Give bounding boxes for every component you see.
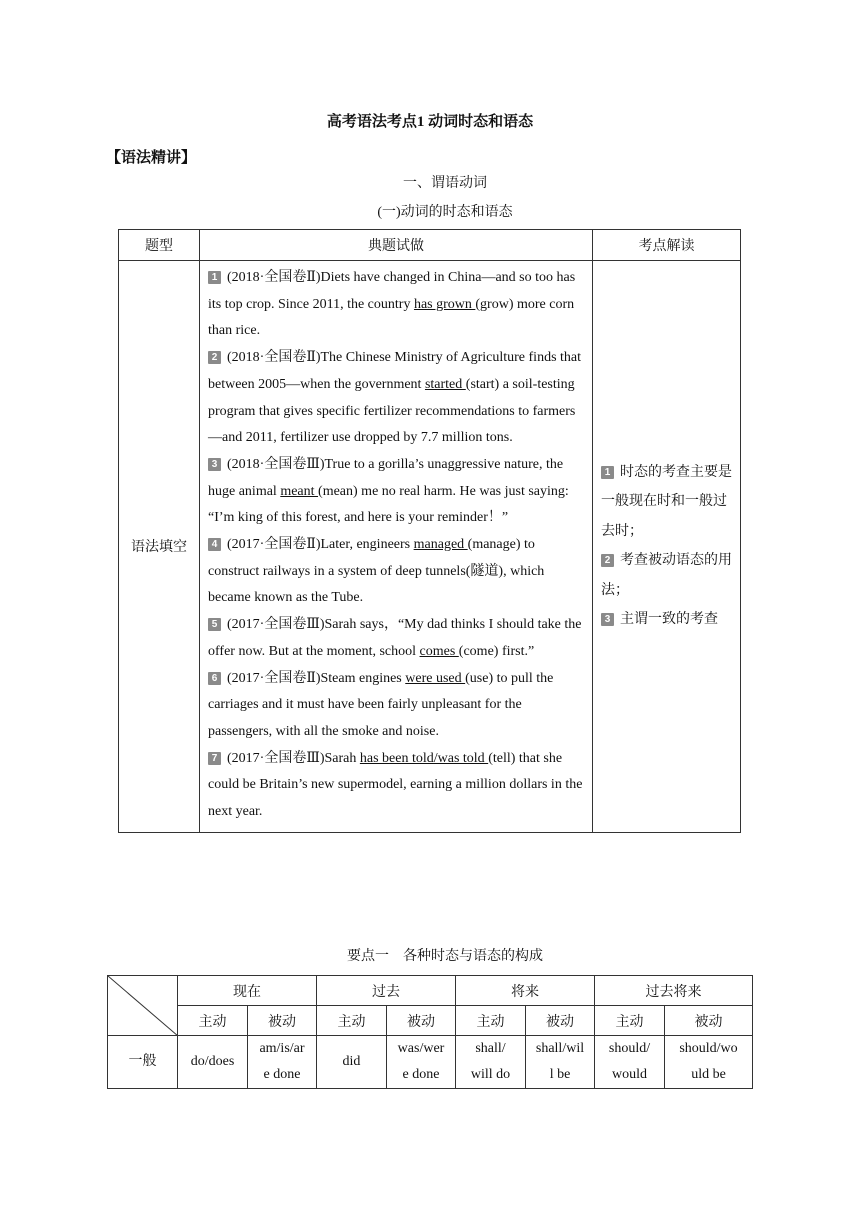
tense-cell: [248, 1036, 317, 1089]
note-number-badge: 3: [601, 613, 614, 626]
item-text: (grow) more corn than rice.: [208, 296, 575, 339]
tense-cell-text: am/is/ar: [259, 1041, 305, 1056]
section-marker: 【语法精讲】: [106, 150, 197, 166]
header-examples: 典题试做: [200, 230, 593, 261]
example-item: [208, 532, 586, 612]
voice-active: 主动: [456, 1006, 526, 1036]
voice-active: 主动: [317, 1006, 387, 1036]
document-title: 高考语法考点1 动词时态和语态: [326, 114, 534, 130]
key-notes: [593, 261, 741, 833]
diagonal-line: [108, 976, 178, 1036]
tense-table: [107, 975, 753, 1089]
tense-cell-text: do/does: [190, 1054, 235, 1069]
note-number-badge: 2: [601, 554, 614, 567]
note-number-badge: 1: [601, 466, 614, 479]
exercise-table: [118, 229, 741, 833]
group-present: 现在: [178, 976, 317, 1006]
voice-passive: 被动: [526, 1006, 595, 1036]
example-item: [208, 666, 586, 746]
table-caption: 要点一 各种时态与语态的构成: [347, 949, 543, 964]
tense-cell: [526, 1036, 595, 1089]
voice-active: 主动: [178, 1006, 248, 1036]
item-text: (mean) me no real harm. He was just saying: “I’m king of this forest, and here is your reminder！”: [208, 483, 569, 526]
group-future: 将来: [456, 976, 595, 1006]
example-items: [200, 261, 593, 833]
note-text: 时态的考查主要是一般现在时和一般过去时；: [601, 464, 732, 539]
tense-cell-text: shall/: [475, 1041, 506, 1056]
tense-cell-text: l be: [549, 1067, 571, 1082]
voice-row: [108, 1006, 753, 1036]
example-item: [208, 612, 586, 665]
heading-predicate-verbs: 一、谓语动词: [403, 176, 487, 191]
item-number-badge: 3: [208, 458, 221, 471]
voice-active: 主动: [595, 1006, 665, 1036]
tense-cell-text: did: [342, 1054, 361, 1069]
group-past-future: 过去将来: [595, 976, 753, 1006]
item-answer: were used: [405, 670, 466, 686]
question-type: 语法填空: [119, 261, 200, 833]
note-item: [601, 458, 732, 547]
note-item: [601, 546, 732, 605]
heading-tense-voice: (一)动词的时态和语态: [377, 205, 513, 220]
row-label-simple: 一般: [108, 1036, 178, 1089]
exercise-table-row: [119, 261, 741, 833]
note-text: 考查被动语态的用法；: [601, 553, 732, 598]
tense-cell-text: uld be: [691, 1067, 726, 1082]
item-text: (2017·全国卷Ⅱ)Later, engineers: [227, 537, 414, 553]
item-text: (come) first.”: [458, 643, 535, 659]
item-number-badge: 4: [208, 538, 221, 551]
note-item: [601, 605, 732, 635]
item-text: (start) a soil-testing program that gives specific fertilizer recommendations to farmers—and 2011, fertilizer use dropped by 7.7 million tons.: [208, 376, 576, 446]
tense-cell: [317, 1036, 387, 1089]
item-answer: started: [424, 376, 466, 392]
tense-cell-text: should/wo: [679, 1041, 738, 1056]
simple-tense-row: [108, 1036, 753, 1089]
example-item: [208, 265, 586, 345]
item-number-badge: 2: [208, 351, 221, 364]
tense-cell-text: was/wer: [397, 1041, 445, 1056]
item-text: (2018·全国卷Ⅲ)True to a gorilla’s unaggressive nature, the huge animal: [208, 456, 564, 499]
group-past: 过去: [317, 976, 456, 1006]
tense-cell-text: should/: [608, 1041, 651, 1056]
item-answer: comes: [419, 643, 459, 659]
item-text: (use) to pull the carriages and it must have been fairly unpleasant for the passengers, with all the smoke and noise.: [208, 670, 554, 739]
tense-cell: [595, 1036, 665, 1089]
item-answer: managed: [413, 537, 468, 553]
example-item: [208, 452, 586, 532]
tense-cell-text: shall/wil: [535, 1041, 585, 1056]
voice-passive: 被动: [387, 1006, 456, 1036]
tense-cell-text: will do: [470, 1067, 511, 1082]
item-answer: has been told/was told: [359, 750, 489, 766]
item-text: (manage) to construct railways in a system of deep tunnels(隧道), which became known as the Tube.: [208, 537, 545, 606]
tense-cell-text: e done: [402, 1067, 440, 1082]
item-text: (2017·全国卷Ⅱ)Steam engines: [227, 670, 406, 686]
tense-cell-text: e done: [263, 1067, 301, 1082]
item-answer: meant: [280, 483, 319, 499]
item-number-badge: 6: [208, 672, 221, 685]
exercise-table-header: [119, 230, 741, 261]
header-type: 题型: [119, 230, 200, 261]
header-notes: 考点解读: [593, 230, 741, 261]
item-text: (2017·全国卷Ⅲ)Sarah: [227, 750, 360, 766]
tense-cell: [456, 1036, 526, 1089]
voice-passive: 被动: [248, 1006, 317, 1036]
example-item: [208, 746, 586, 826]
tense-group-row: [108, 976, 753, 1006]
item-text: (2017·全国卷Ⅲ)Sarah says，“My dad thinks I should take the offer now. But at the moment, school: [208, 617, 582, 659]
example-item: [208, 345, 586, 452]
item-text: (2018·全国卷Ⅱ)Diets have changed in China—and so too has its top crop. Since 2011, the country: [208, 270, 576, 312]
item-answer: has grown: [413, 296, 476, 312]
tense-cell: [387, 1036, 456, 1089]
item-number-badge: 5: [208, 618, 221, 631]
item-number-badge: 1: [208, 271, 221, 284]
note-text: 主谓一致的考查: [620, 612, 718, 628]
tense-cell: [178, 1036, 248, 1089]
tense-cell: [665, 1036, 753, 1089]
item-number-badge: 7: [208, 752, 221, 765]
tense-cell-text: would: [612, 1067, 647, 1082]
item-text: (2018·全国卷Ⅱ)The Chinese Ministry of Agriculture finds that between 2005—when the government: [208, 350, 582, 392]
item-text: (tell) that she could be Britain’s new supermodel, earning a million dollars in the next year.: [208, 750, 583, 820]
diagonal-header-cell: [108, 976, 178, 1036]
voice-passive: 被动: [665, 1006, 753, 1036]
